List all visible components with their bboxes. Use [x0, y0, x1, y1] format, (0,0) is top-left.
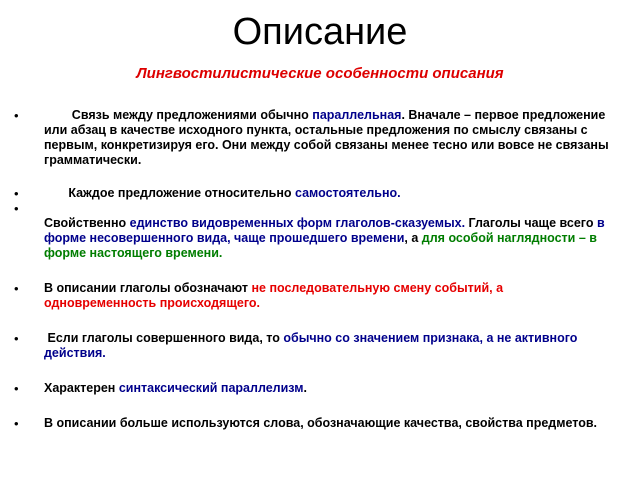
bullet-icon: •: [14, 381, 19, 396]
item-text: Свойственно: [44, 216, 130, 230]
list-item: [14, 186, 614, 201]
item-text: Связь между предложениями обычно: [44, 108, 313, 122]
highlight-text: самостоятельно.: [295, 186, 401, 200]
list-item: [14, 108, 614, 168]
bullet-icon: •: [14, 108, 19, 123]
highlight-text: для особой наглядности – в форме настоящего времени.: [44, 231, 597, 260]
highlight-text: обычно со значением признака, а не активного действия.: [44, 331, 578, 360]
list-item: [14, 331, 614, 361]
list-item: [14, 281, 614, 311]
list-item: [14, 201, 614, 261]
item-text: Глаголы чаще всего: [465, 216, 597, 230]
bullet-icon: •: [14, 186, 19, 201]
item-text: В описании больше используются слова, обозначающие качества, свойства предметов.: [44, 416, 598, 430]
item-text: .: [303, 381, 307, 395]
highlight-text: синтаксический параллелизм: [118, 381, 304, 395]
highlight-text: не последовательную смену событий, а одновременность происходящего.: [44, 281, 504, 310]
item-text: , а: [404, 231, 422, 245]
highlight-text: параллельная: [312, 108, 402, 122]
item-text: В описании глаголы обозначают: [44, 281, 252, 295]
bullet-icon: •: [14, 416, 19, 431]
item-text: Каждое предложение относительно: [44, 186, 295, 200]
item-text: Если глаголы совершенного вида, то: [44, 331, 284, 345]
highlight-text: в форме несовершенного вида, чаще прошедшего времени: [44, 216, 605, 245]
list-item: [14, 381, 614, 396]
item-text: . Вначале – первое предложение или абзац в качестве исходного пункта, остальные предложения по смыслу связаны с первым, конкретизируя его. Они между собой связаны менее тесно или вовсе не связаны грамматически.: [44, 108, 609, 167]
bullet-icon: •: [14, 331, 19, 346]
bullet-icon: •: [14, 281, 19, 296]
page-title: Описание: [232, 11, 408, 53]
page-subtitle: Лингвостилистические особенности описания: [136, 65, 504, 82]
bullet-icon: •: [14, 201, 19, 216]
highlight-text: единство видовременных форм глаголов-сказуемых.: [129, 216, 466, 230]
list-item: [14, 416, 614, 431]
item-text: Характерен: [44, 381, 119, 395]
